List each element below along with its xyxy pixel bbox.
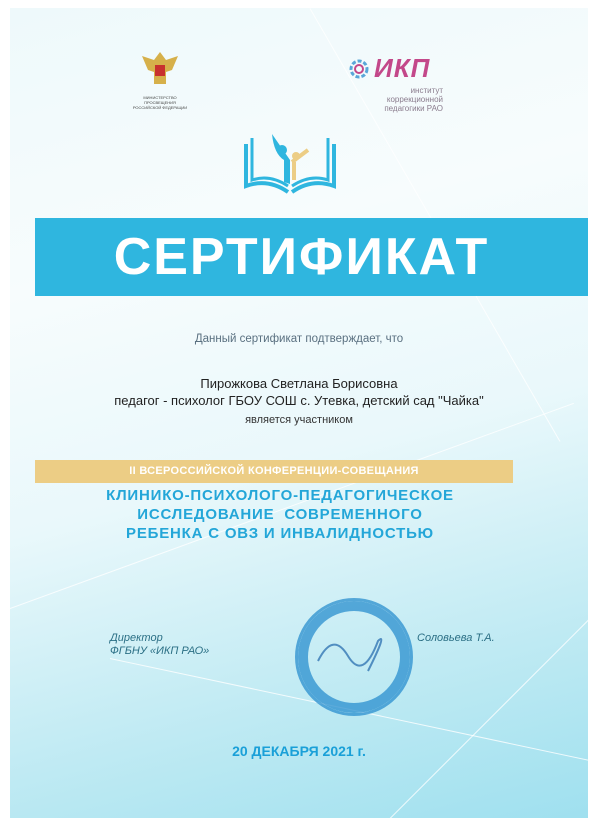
open-book-logo — [242, 130, 338, 205]
certificate — [10, 8, 588, 818]
book-with-people-icon — [242, 130, 338, 200]
recipient-name: Пирожкова Светлана Борисовна — [200, 376, 398, 391]
recipient-position: педагог - психолог ГБОУ СОШ с. Утевка, детский сад "Чайка" — [114, 393, 484, 408]
subtitle: Данный сертификат подтверждает, что — [194, 333, 404, 345]
eagle-emblem-icon — [140, 48, 180, 88]
signer-name: Соловьева Т.А. — [417, 632, 495, 644]
ikp-logo: ИКП институт коррекционной педагогики РАО — [348, 53, 443, 113]
certificate-date: 20 ДЕКАБРЯ 2021 г. — [232, 743, 366, 759]
participation-text: является участником — [245, 414, 353, 426]
official-stamp — [295, 598, 413, 716]
event-title: КЛИНИКО-ПСИХОЛОГО-ПЕДАГОГИЧЕСКОЕ ИССЛЕДОВАНИЕ СОВРЕМЕННОГО РЕБЕНКА С ОВЗ И ИНВАЛИДНОСТЬЮ — [106, 487, 454, 542]
event-header: II ВСЕРОССИЙСКОЙ КОНФЕРЕНЦИИ-СОВЕЩАНИЯ — [129, 465, 419, 477]
stamp-signature-icon — [298, 601, 410, 713]
certificate-title: СЕРТИФИКАТ — [113, 228, 490, 286]
signer-role: Директор ФГБНУ «ИКП РАО» — [110, 632, 210, 657]
ikp-swirl-icon — [348, 58, 370, 80]
ministry-logo: МИНИСТЕРСТВО ПРОСВЕЩЕНИЯ РОССИЙСКОЙ ФЕДЕРАЦИИ — [130, 48, 190, 110]
